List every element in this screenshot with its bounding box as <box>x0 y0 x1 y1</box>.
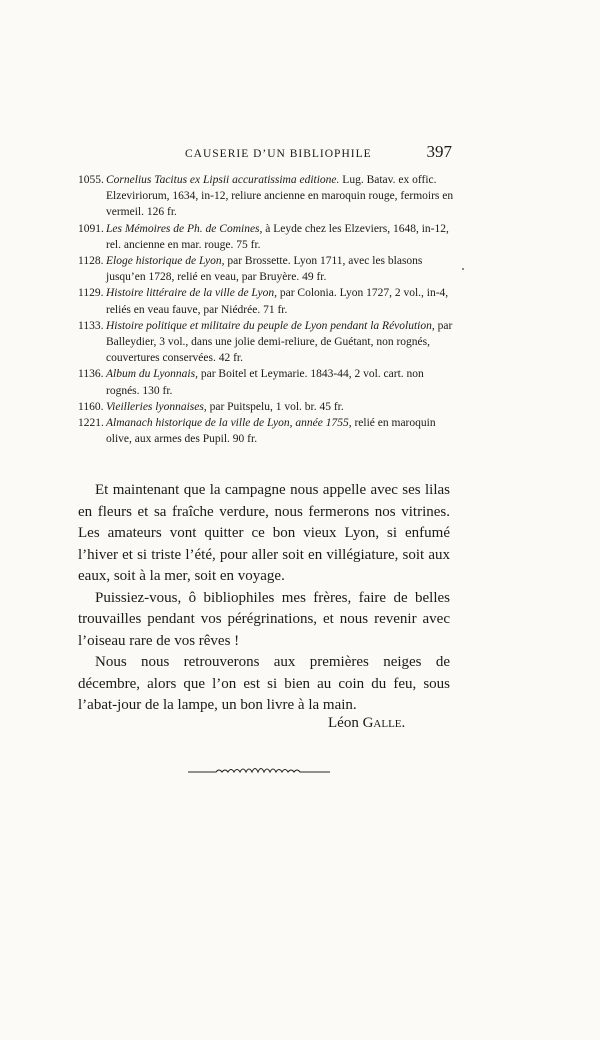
paragraph: Nous nous retrouverons aux premières neiges de décembre, alors que l’on est si bien au coin du feu, sous l’abat-jour de la lampe, un bon livre à la main. <box>78 654 450 713</box>
signature-surname: Galle. <box>362 715 406 731</box>
catalog-entry <box>78 318 460 367</box>
page-number: 397 <box>426 142 452 161</box>
catalog-list <box>78 172 460 447</box>
paragraph: Puissiez-vous, ô bibliophiles mes frères, faire de belles trouvailles pendant vos pérégrinations, et nous revenir avec l’oiseau rare de vos rêves ! <box>78 589 450 649</box>
entry-number: 1091. <box>78 222 104 235</box>
tailpiece-ornament <box>186 764 332 778</box>
entry-title: Vieilleries lyonnaises, <box>106 400 207 413</box>
entry-number: 1128. <box>78 255 104 268</box>
entry-details: par Balleydier, 3 vol., dans une jolie demi-reliure, de Guétant, non rognés, couvertures conservées. 42 fr. <box>106 319 453 365</box>
paragraph: Et maintenant que la campagne nous appelle avec ses lilas en fleurs et sa fraîche verdure, nous fermerons nos vitrines. Les amateurs vont quitter ce bon vieux Lyon, si enfumé l’hiver et si triste l’été, pour aller soit en villégiature, soit aux eaux, soit à la mer, soit en voyage. <box>78 482 450 584</box>
signature-first-name: Léon <box>328 715 359 731</box>
entry-title: Album du Lyonnais, <box>106 368 198 381</box>
entry-number: 1129. <box>78 287 104 300</box>
entry-details: par Boitel et Leymarie. 1843-44, 2 vol. cart. non rognés. 130 fr. <box>106 368 424 397</box>
catalog-entry <box>78 399 460 415</box>
entry-details: relié en maroquin olive, aux armes des Pupil. 90 fr. <box>106 417 436 446</box>
entry-details: par Colonia. Lyon 1727, 2 vol., in-4, reliés en veau fauve, par Niédrée. 71 fr. <box>106 287 449 316</box>
entry-number: 1133. <box>78 319 104 332</box>
running-title: CAUSERIE D’UN BIBLIOPHILE <box>185 148 372 160</box>
signature <box>328 715 405 732</box>
entry-number: 1221. <box>78 417 104 430</box>
page-header <box>78 140 460 166</box>
catalog-entry <box>78 172 460 221</box>
catalog-entry <box>78 366 460 398</box>
catalog-entry <box>78 221 460 253</box>
entry-title: Cornelius Tacitus ex Lipsii accuratissima editione. <box>106 174 340 186</box>
entry-number: 1160. <box>78 400 104 413</box>
entry-number: 1136. <box>78 368 104 381</box>
entry-title: Histoire littéraire de la ville de Lyon, <box>106 287 277 300</box>
paper-speck <box>462 268 464 270</box>
body-text <box>78 480 450 717</box>
entry-details: par Brossette. Lyon 1711, avec les blasons jusqu’en 1728, relié en veau, par Bruyère. 49 fr. <box>106 255 423 284</box>
entry-details: Lug. Batav. ex offic. Elzeviriorum, 1634, in-12, reliure ancienne en maroquin rouge, fermoirs en vermeil. 126 fr. <box>106 174 454 219</box>
catalog-entry <box>78 415 460 447</box>
entry-title: Histoire politique et militaire du peuple de Lyon pendant la Révolution, <box>106 319 435 332</box>
entry-number: 1055. <box>78 174 104 186</box>
entry-details: par Puitspelu, 1 vol. br. 45 fr. <box>206 400 344 413</box>
catalog-entry <box>78 253 460 285</box>
catalog-entry <box>78 285 460 317</box>
entry-title: Eloge historique de Lyon, <box>106 255 225 268</box>
entry-title: Les Mémoires de Ph. de Comines, <box>106 222 263 235</box>
entry-details: à Leyde chez les Elzeviers, 1648, in-12, rel. ancienne en mar. rouge. 75 fr. <box>106 222 449 251</box>
entry-title: Almanach historique de la ville de Lyon, année 1755, <box>106 417 352 430</box>
